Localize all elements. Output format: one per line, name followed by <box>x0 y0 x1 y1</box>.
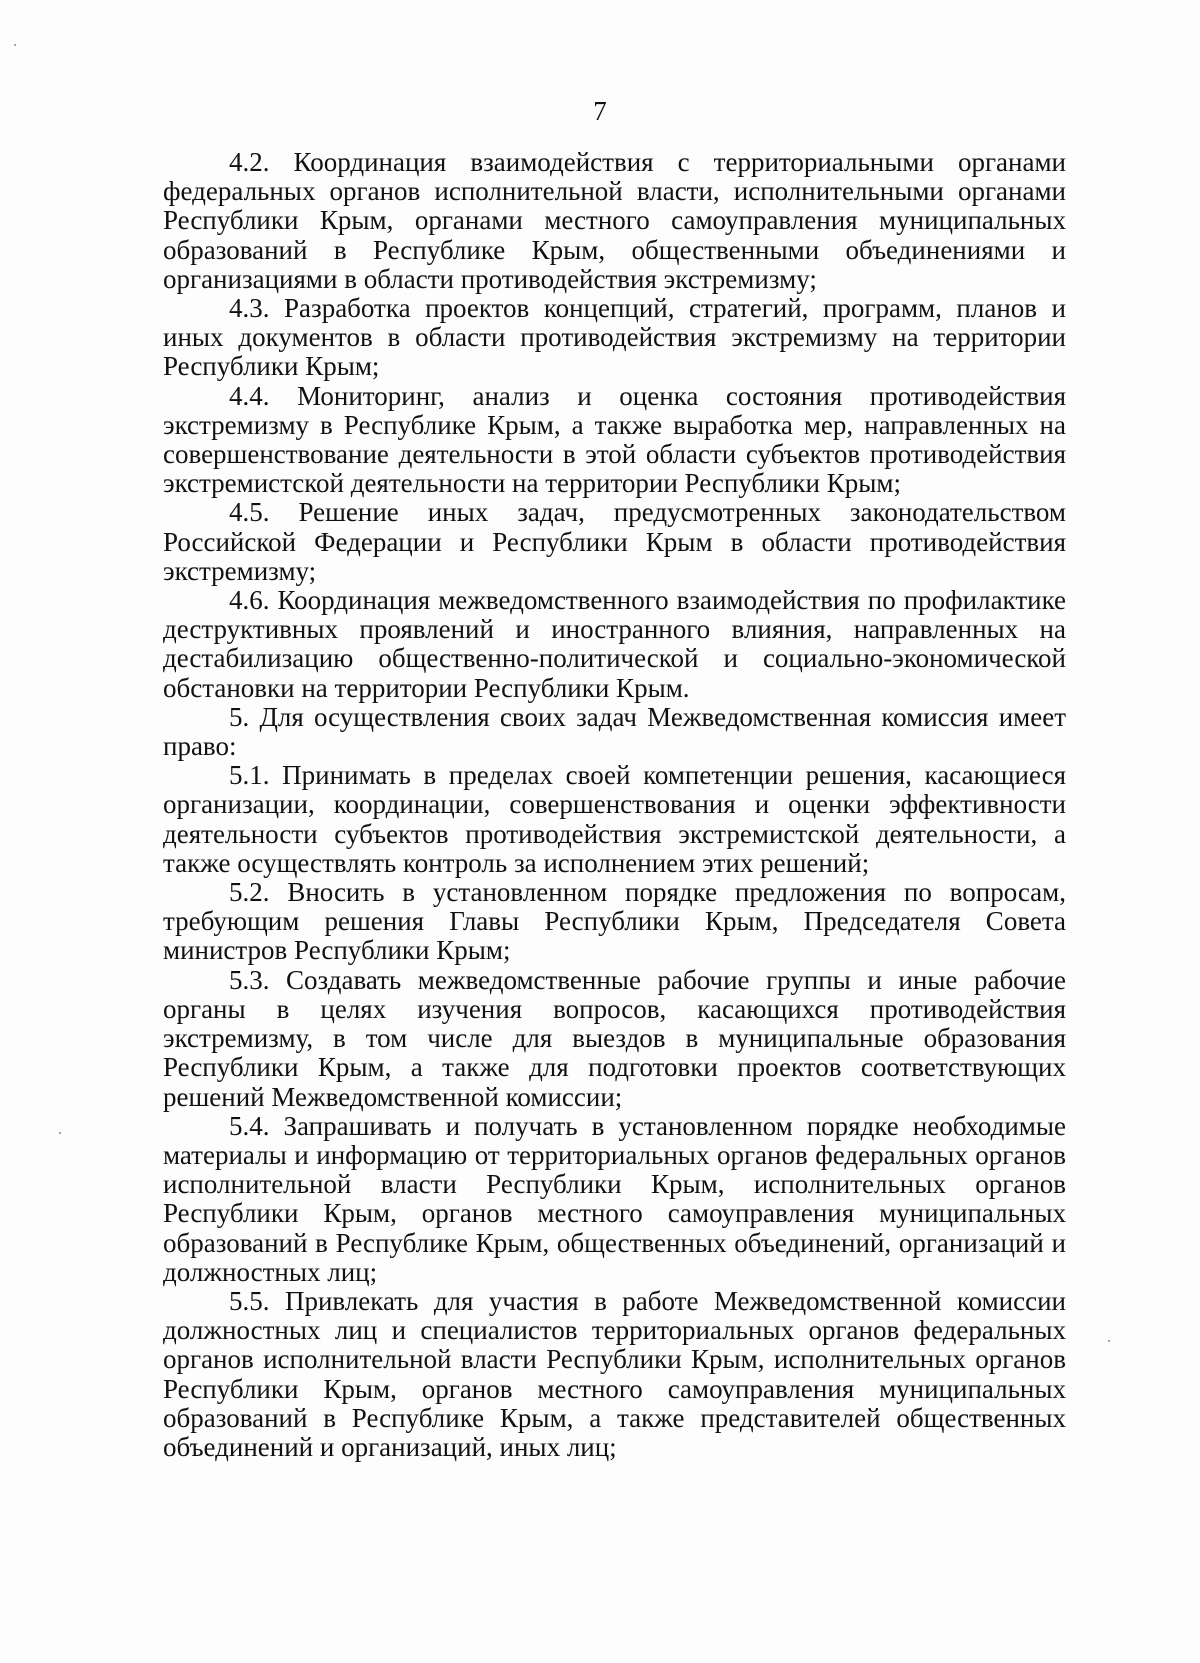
paragraph-5-5: 5.5. Привлекать для участия в работе Межведомственной комиссии должностных лиц и специалистов территориальных органов федеральных органов исполнительной власти Республики Крым, исполнительных органов Республики Крым, органов местного самоуправления муниципальных образований в Республике Крым, а также представителей общественных объединений и организаций, иных лиц; <box>163 1285 1066 1462</box>
paragraph-5: 5. Для осуществления своих задач Межведомственная комиссия имеет право: <box>163 701 1066 762</box>
page-number: 7 <box>593 96 607 126</box>
scan-speck <box>59 1132 61 1134</box>
paragraph-5-4: 5.4. Запрашивать и получать в установленном порядке необходимые материалы и информацию от территориальных органов федеральных органов исполнительной власти Республики Крым, исполнительных органов Республики Крым, органов местного самоуправления муниципальных образований в Республике Крым, общественных объединений, организаций и должностных лиц; <box>163 1110 1066 1287</box>
paragraph-4-3: 4.3. Разработка проектов концепций, стратегий, программ, планов и иных документов в области противодействия экстремизму на территории Республики Крым; <box>163 293 1066 382</box>
paragraph-4-6: 4.6. Координация межведомственного взаимодействия по профилактике деструктивных проявлений и иностранного влияния, направленных на дестабилизацию общественно-политической и социально-экономической обстановки на территории Республики Крым. <box>163 585 1066 703</box>
paragraph-5-3: 5.3. Создавать межведомственные рабочие группы и иные рабочие органы в целях изучения вопросов, касающихся противодействия экстремизму, в том числе для выездов в муниципальные образования Республики Крым, а также для подготовки проектов соответствующих решений Межведомственной комиссии; <box>163 964 1066 1112</box>
paragraph-4-5: 4.5. Решение иных задач, предусмотренных законодательством Российской Федерации и Республики Крым в области противодействия экстремизму; <box>163 497 1066 586</box>
paragraph-5-1: 5.1. Принимать в пределах своей компетенции решения, касающиеся организации, координации, совершенствования и оценки эффективности деятельности субъектов противодействия экстремистской деятельности, а также осуществлять контроль за исполнением этих решений; <box>163 760 1066 878</box>
scan-speck <box>1108 1340 1110 1342</box>
paragraph-5-2: 5.2. Вносить в установленном порядке предложения по вопросам, требующим решения Главы Республики Крым, Председателя Совета министров Республики Крым; <box>163 877 1066 966</box>
paragraph-4-4: 4.4. Мониторинг, анализ и оценка состояния противодействия экстремизму в Республике Крым, а также выработка мер, направленных на совершенствование деятельности в этой области субъектов противодействия экстремистской деятельности на территории Республики Крым; <box>163 380 1066 499</box>
document-body <box>163 148 1066 1462</box>
paragraph-4-2: 4.2. Координация взаимодействия с территориальными органами федеральных органов исполнительной власти, исполнительными органами Республики Крым, органами местного самоуправления муниципальных образований в Республике Крым, общественными объединениями и организациями в области противодействия экстремизму; <box>163 147 1066 294</box>
scan-speck <box>14 44 16 46</box>
